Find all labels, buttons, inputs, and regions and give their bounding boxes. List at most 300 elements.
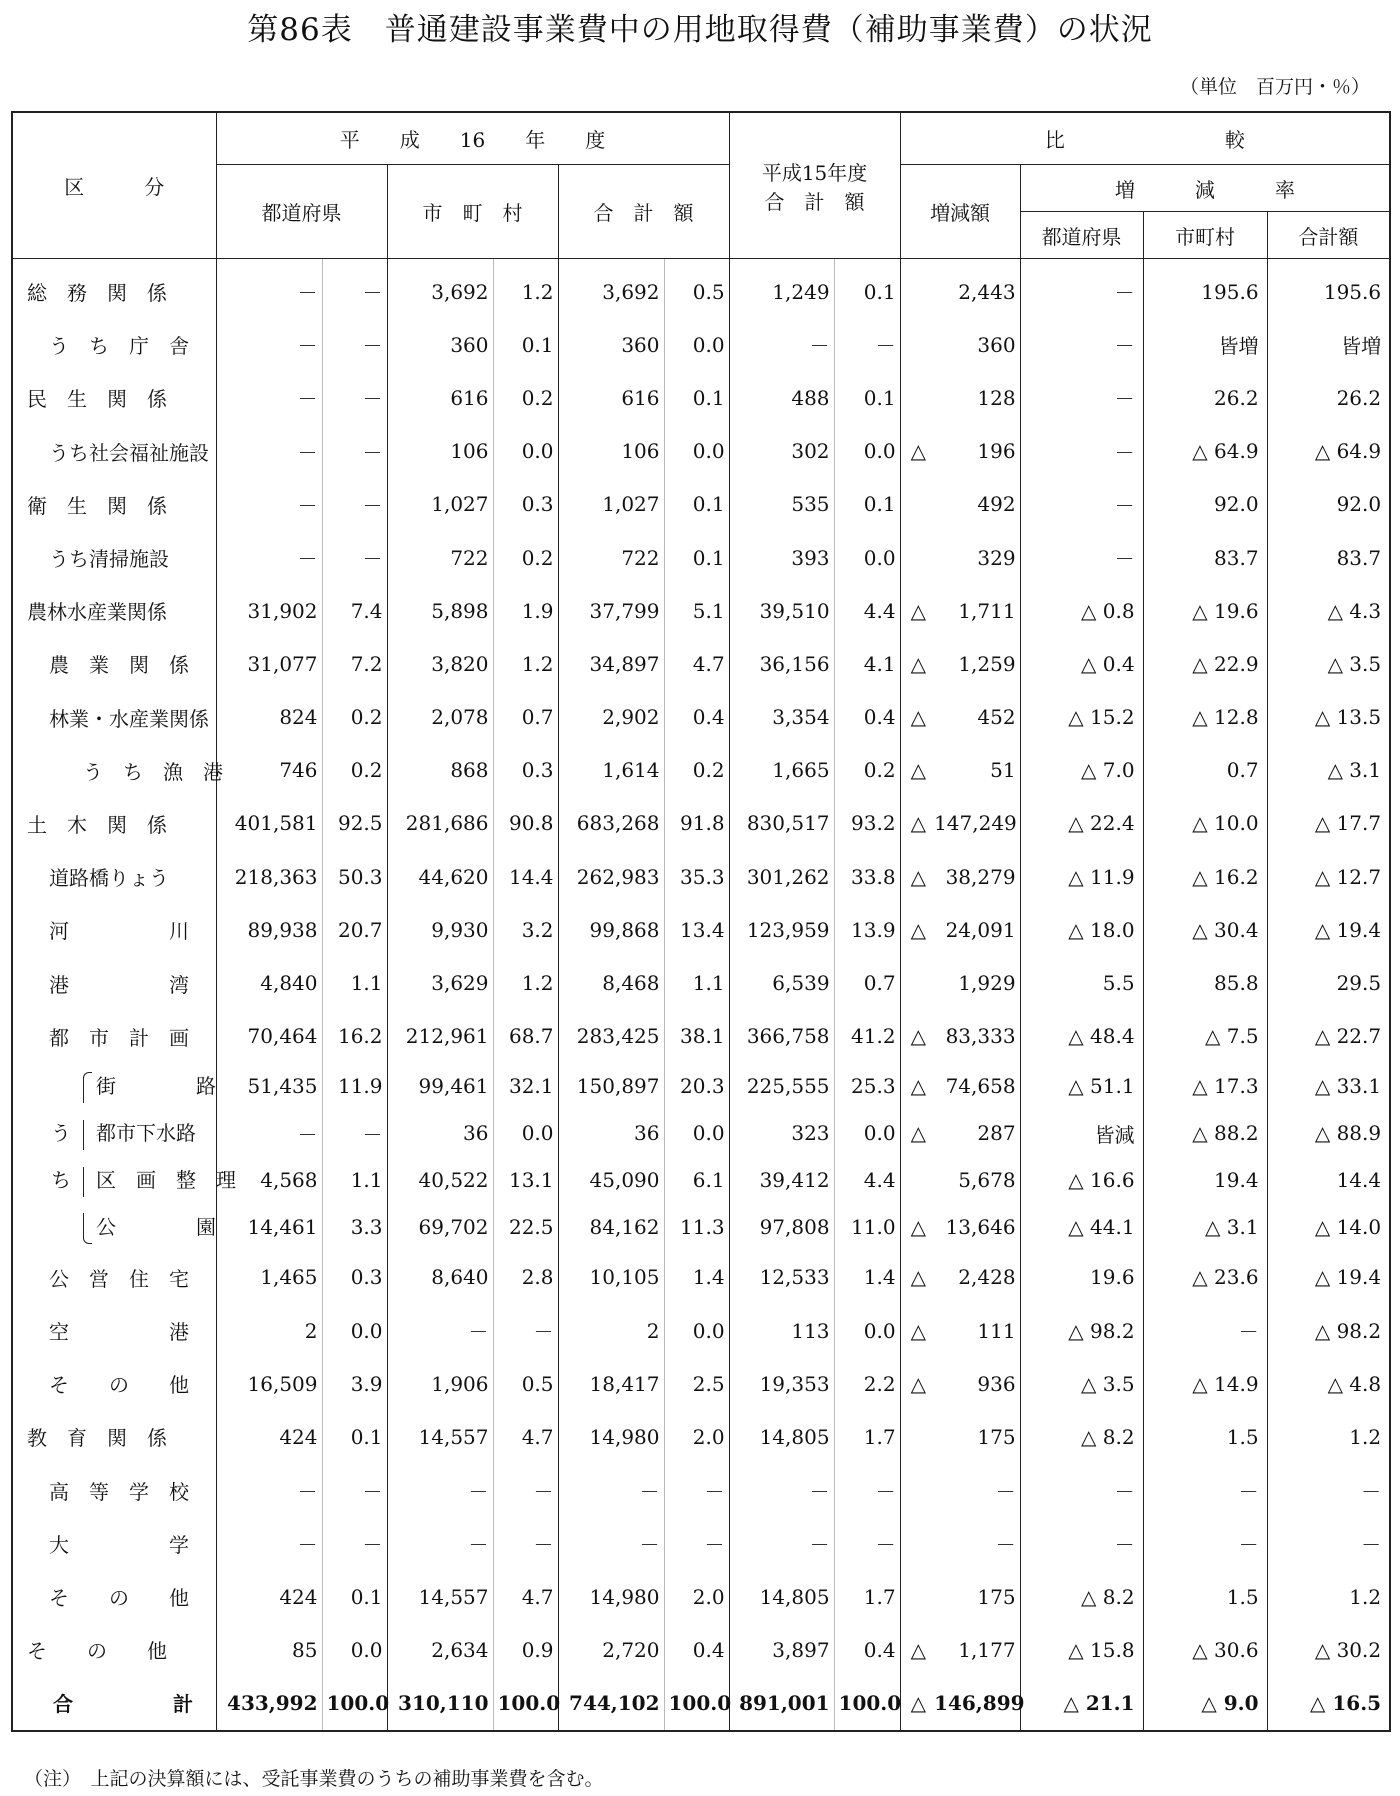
cell-rate-muni: △ 9.0 bbox=[1143, 1676, 1267, 1730]
cell-rate-pref: － bbox=[1020, 371, 1143, 424]
cell-rate-pref: △ 8.2 bbox=[1020, 1570, 1143, 1623]
cell-change-sign: △ bbox=[900, 1357, 930, 1410]
cell-pref-share: 0.1 bbox=[322, 1410, 387, 1463]
cell-muni-amount: 14,557 bbox=[387, 1410, 493, 1463]
cell-fy15-share: 0.1 bbox=[834, 371, 900, 424]
cell-muni-amount: 360 bbox=[387, 318, 493, 371]
cell-fy15-amount: 113 bbox=[729, 1304, 834, 1357]
cell-pref-amount: 424 bbox=[216, 1570, 322, 1623]
row-label bbox=[12, 531, 216, 584]
cell-rate-pref: － bbox=[1020, 318, 1143, 371]
cell-rate-pref: △ 15.8 bbox=[1020, 1623, 1143, 1676]
cell-rate-muni: 1.5 bbox=[1143, 1410, 1267, 1463]
cell-rate-muni: － bbox=[1143, 1304, 1267, 1357]
cell-fy15-amount: 6,539 bbox=[729, 956, 834, 1009]
cell-rate-pref: － bbox=[1020, 425, 1143, 478]
cell-change-sign: △ bbox=[900, 425, 930, 478]
cell-change-sign bbox=[900, 371, 930, 424]
cell-change-sign: △ bbox=[900, 584, 930, 637]
bracket-mark bbox=[83, 1120, 92, 1150]
cell-change-sign: △ bbox=[900, 797, 930, 850]
cell-muni-share: － bbox=[493, 1464, 558, 1517]
cell-rate-total: 83.7 bbox=[1267, 531, 1390, 584]
row-label bbox=[12, 259, 216, 319]
cell-total-share: 38.1 bbox=[664, 1010, 729, 1063]
cell-rate-muni: △ 16.2 bbox=[1143, 850, 1267, 903]
table-row bbox=[12, 1157, 1390, 1204]
cell-change-amount: 287 bbox=[977, 1121, 1016, 1146]
cell-rate-total: 皆増 bbox=[1267, 318, 1390, 371]
cell-fy15-amount: 14,805 bbox=[729, 1410, 834, 1463]
cell-change-amount: 1,929 bbox=[958, 971, 1016, 996]
row-label-text: 区 画 整 理 bbox=[96, 1168, 236, 1193]
cell-total-share: 100.0 bbox=[664, 1676, 729, 1730]
cell-muni-share: 100.0 bbox=[493, 1676, 558, 1730]
table-row bbox=[12, 744, 1390, 797]
cell-change-amount: 196 bbox=[977, 439, 1016, 464]
uchi-side-label: う bbox=[51, 1121, 71, 1146]
cell-change-sign bbox=[900, 1464, 930, 1517]
cell-change-amount: 1,259 bbox=[958, 651, 1016, 676]
header-total: 合 計 額 bbox=[558, 165, 729, 259]
cell-fy15-amount: － bbox=[729, 1517, 834, 1570]
cell-total-share: 0.0 bbox=[664, 318, 729, 371]
cell-rate-pref: △ 51.1 bbox=[1020, 1063, 1143, 1110]
cell-pref-share: － bbox=[322, 1110, 387, 1157]
cell-change-amount: 38,279 bbox=[945, 864, 1016, 889]
row-label-text: 合 計 bbox=[53, 1692, 193, 1717]
row-label bbox=[12, 1204, 216, 1251]
header-comparison: 比 較 bbox=[900, 112, 1390, 165]
cell-total-amount: 84,162 bbox=[558, 1204, 664, 1251]
row-label bbox=[12, 1517, 216, 1570]
cell-rate-muni: △ 12.8 bbox=[1143, 691, 1267, 744]
cell-pref-amount: 1,465 bbox=[216, 1251, 322, 1304]
table-row bbox=[12, 318, 1390, 371]
cell-muni-amount: 3,629 bbox=[387, 956, 493, 1009]
cell-pref-share: 7.2 bbox=[322, 637, 387, 690]
cell-rate-muni: 195.6 bbox=[1143, 259, 1267, 319]
row-label bbox=[12, 1251, 216, 1304]
row-label bbox=[12, 371, 216, 424]
cell-rate-pref: △ 0.8 bbox=[1020, 584, 1143, 637]
cell-muni-share: 68.7 bbox=[493, 1010, 558, 1063]
cell-pref-share: － bbox=[322, 478, 387, 531]
row-label bbox=[12, 1304, 216, 1357]
cell-rate-total: △ 3.1 bbox=[1267, 744, 1390, 797]
cell-rate-total: 92.0 bbox=[1267, 478, 1390, 531]
cell-pref-share: 50.3 bbox=[322, 850, 387, 903]
cell-change-sign: △ bbox=[900, 1676, 930, 1730]
cell-rate-total: △ 3.5 bbox=[1267, 637, 1390, 690]
table-row bbox=[12, 903, 1390, 956]
cell-pref-amount: 4,568 bbox=[216, 1157, 322, 1204]
cell-muni-amount: 99,461 bbox=[387, 1063, 493, 1110]
cell-fy15-share: － bbox=[834, 318, 900, 371]
cell-fy15-share: 41.2 bbox=[834, 1010, 900, 1063]
cell-rate-pref: － bbox=[1020, 1517, 1143, 1570]
row-label bbox=[12, 1570, 216, 1623]
cell-change-amount: 2,443 bbox=[958, 279, 1016, 304]
cell-fy15-share: 33.8 bbox=[834, 850, 900, 903]
cell-fy15-share: 0.4 bbox=[834, 1623, 900, 1676]
row-label-text: うち清掃施設 bbox=[49, 547, 169, 572]
cell-change-sign: △ bbox=[900, 637, 930, 690]
row-label bbox=[12, 1110, 216, 1157]
row-label-text: 空 港 bbox=[49, 1320, 189, 1345]
cell-total-amount: 37,799 bbox=[558, 584, 664, 637]
cell-fy15-amount: 535 bbox=[729, 478, 834, 531]
cell-rate-pref: 5.5 bbox=[1020, 956, 1143, 1009]
row-label-text: 都 市 計 画 bbox=[49, 1025, 189, 1050]
table-row bbox=[12, 259, 1390, 319]
uchi-side-label: ち bbox=[51, 1168, 71, 1193]
cell-pref-amount: 51,435 bbox=[216, 1063, 322, 1110]
cell-fy15-amount: － bbox=[729, 1464, 834, 1517]
cell-rate-total: △ 19.4 bbox=[1267, 903, 1390, 956]
cell-total-amount: 14,980 bbox=[558, 1570, 664, 1623]
cell-muni-amount: 2,078 bbox=[387, 691, 493, 744]
cell-fy15-share: 2.2 bbox=[834, 1357, 900, 1410]
cell-total-share: 0.1 bbox=[664, 371, 729, 424]
cell-pref-amount: 433,992 bbox=[216, 1676, 322, 1730]
cell-pref-share: 0.1 bbox=[322, 1570, 387, 1623]
table-row bbox=[12, 1410, 1390, 1463]
cell-change-sign bbox=[900, 1570, 930, 1623]
row-label bbox=[12, 1623, 216, 1676]
table-row bbox=[12, 371, 1390, 424]
bracket-mark bbox=[83, 1167, 92, 1197]
cell-fy15-amount: 302 bbox=[729, 425, 834, 478]
table-row bbox=[12, 478, 1390, 531]
cell-muni-amount: 2,634 bbox=[387, 1623, 493, 1676]
header-category: 区 分 bbox=[12, 112, 216, 259]
cell-muni-share: 0.2 bbox=[493, 531, 558, 584]
cell-change-amount: 146,899 bbox=[934, 1690, 1025, 1715]
cell-fy15-amount: 830,517 bbox=[729, 797, 834, 850]
cell-rate-pref: △ 21.1 bbox=[1020, 1676, 1143, 1730]
cell-total-amount: 3,692 bbox=[558, 259, 664, 319]
cell-total-share: － bbox=[664, 1517, 729, 1570]
cell-total-amount: 150,897 bbox=[558, 1063, 664, 1110]
cell-fy15-share: 100.0 bbox=[834, 1676, 900, 1730]
cell-change-amount: 24,091 bbox=[945, 917, 1016, 942]
header-prefecture: 都道府県 bbox=[216, 165, 387, 259]
cell-change-amount: 175 bbox=[977, 1584, 1016, 1609]
cell-pref-share: 1.1 bbox=[322, 956, 387, 1009]
row-label bbox=[12, 1063, 216, 1110]
cell-rate-muni: △ 30.4 bbox=[1143, 903, 1267, 956]
table-row bbox=[12, 691, 1390, 744]
row-label bbox=[12, 584, 216, 637]
cell-pref-share: 0.0 bbox=[322, 1304, 387, 1357]
row-label bbox=[12, 903, 216, 956]
cell-muni-share: 1.9 bbox=[493, 584, 558, 637]
cell-pref-share: － bbox=[322, 259, 387, 319]
cell-change-sign bbox=[900, 1157, 930, 1204]
cell-rate-muni: △ 17.3 bbox=[1143, 1063, 1267, 1110]
cell-rate-pref: － bbox=[1020, 259, 1143, 319]
cell-total-amount: 616 bbox=[558, 371, 664, 424]
cell-rate-total: △ 19.4 bbox=[1267, 1251, 1390, 1304]
header-fy15-line1: 平成15年度 bbox=[761, 160, 868, 185]
cell-rate-total: △ 16.5 bbox=[1267, 1676, 1390, 1730]
cell-rate-muni: 85.8 bbox=[1143, 956, 1267, 1009]
page-title: 第86表 普通建設事業費中の用地取得費（補助事業費）の状況 bbox=[247, 12, 1153, 48]
cell-fy15-share: 1.7 bbox=[834, 1570, 900, 1623]
cell-total-amount: 99,868 bbox=[558, 903, 664, 956]
cell-fy15-share: 25.3 bbox=[834, 1063, 900, 1110]
uchi-side-label bbox=[51, 1215, 69, 1240]
table-row bbox=[12, 1517, 1390, 1570]
row-label-text: 道路橋りょう bbox=[49, 866, 169, 891]
cell-change-amount: － bbox=[995, 1479, 1016, 1504]
cell-total-amount: 360 bbox=[558, 318, 664, 371]
cell-pref-share: 3.3 bbox=[322, 1204, 387, 1251]
row-label-text: 都市下水路 bbox=[96, 1121, 196, 1146]
row-label-text: う ち 庁 舎 bbox=[49, 334, 189, 359]
header-municipality: 市 町 村 bbox=[387, 165, 558, 259]
cell-total-amount: 34,897 bbox=[558, 637, 664, 690]
cell-total-share: 2.0 bbox=[664, 1570, 729, 1623]
cell-muni-amount: － bbox=[387, 1304, 493, 1357]
uchi-side-label bbox=[51, 1074, 69, 1099]
cell-pref-share: － bbox=[322, 1464, 387, 1517]
cell-pref-share: 100.0 bbox=[322, 1676, 387, 1730]
cell-pref-amount: 218,363 bbox=[216, 850, 322, 903]
cell-change-sign bbox=[900, 318, 930, 371]
cell-rate-muni: 皆増 bbox=[1143, 318, 1267, 371]
row-label-text: そ の 他 bbox=[49, 1373, 189, 1398]
row-label bbox=[12, 1157, 236, 1204]
cell-muni-share: 0.3 bbox=[493, 744, 558, 797]
header-fy16: 平 成 16 年 度 bbox=[216, 112, 729, 165]
cell-fy15-amount: 39,510 bbox=[729, 584, 834, 637]
cell-change-amount: 74,658 bbox=[945, 1074, 1016, 1099]
cell-pref-share: 0.2 bbox=[322, 744, 387, 797]
cell-change-amount: 1,177 bbox=[958, 1637, 1016, 1662]
table-row bbox=[12, 1304, 1390, 1357]
cell-muni-share: 0.7 bbox=[493, 691, 558, 744]
cell-fy15-amount: 366,758 bbox=[729, 1010, 834, 1063]
cell-change-amount: 128 bbox=[977, 385, 1016, 410]
cell-fy15-amount: 97,808 bbox=[729, 1204, 834, 1251]
cell-change-amount: 329 bbox=[977, 545, 1016, 570]
cell-pref-amount: － bbox=[216, 259, 322, 319]
cell-rate-total: △ 14.0 bbox=[1267, 1204, 1390, 1251]
cell-muni-share: 90.8 bbox=[493, 797, 558, 850]
cell-muni-share: 32.1 bbox=[493, 1063, 558, 1110]
cell-fy15-share: 1.4 bbox=[834, 1251, 900, 1304]
cell-total-amount: － bbox=[558, 1517, 664, 1570]
cell-rate-muni: 1.5 bbox=[1143, 1570, 1267, 1623]
cell-rate-total: 29.5 bbox=[1267, 956, 1390, 1009]
cell-change-amount: 492 bbox=[977, 492, 1016, 517]
cell-rate-pref: △ 8.2 bbox=[1020, 1410, 1143, 1463]
cell-pref-amount: － bbox=[216, 371, 322, 424]
cell-pref-amount: － bbox=[216, 531, 322, 584]
cell-total-amount: 8,468 bbox=[558, 956, 664, 1009]
cell-total-amount: 14,980 bbox=[558, 1410, 664, 1463]
row-label-text: 林業・水産業関係 bbox=[49, 706, 209, 731]
cell-rate-pref: － bbox=[1020, 1464, 1143, 1517]
cell-muni-amount: 69,702 bbox=[387, 1204, 493, 1251]
land-acquisition-table bbox=[11, 111, 1391, 1732]
cell-fy15-amount: 39,412 bbox=[729, 1157, 834, 1204]
row-label-text: 農 業 関 係 bbox=[49, 653, 189, 678]
cell-fy15-share: － bbox=[834, 1517, 900, 1570]
cell-muni-share: 0.0 bbox=[493, 425, 558, 478]
cell-change-sign: △ bbox=[900, 1251, 930, 1304]
cell-change-amount: 936 bbox=[977, 1371, 1016, 1396]
cell-pref-share: － bbox=[322, 1517, 387, 1570]
cell-rate-muni: △ 3.1 bbox=[1143, 1204, 1267, 1251]
cell-total-share: 6.1 bbox=[664, 1157, 729, 1204]
cell-total-share: 35.3 bbox=[664, 850, 729, 903]
cell-rate-muni: 92.0 bbox=[1143, 478, 1267, 531]
row-label-text: 総 務 関 係 bbox=[27, 281, 167, 306]
cell-muni-share: 0.3 bbox=[493, 478, 558, 531]
cell-total-share: 20.3 bbox=[664, 1063, 729, 1110]
cell-pref-share: 3.9 bbox=[322, 1357, 387, 1410]
cell-rate-pref: △ 11.9 bbox=[1020, 850, 1143, 903]
cell-rate-pref: △ 18.0 bbox=[1020, 903, 1143, 956]
cell-pref-amount: 424 bbox=[216, 1410, 322, 1463]
row-label bbox=[12, 956, 216, 1009]
cell-rate-pref: △ 22.4 bbox=[1020, 797, 1143, 850]
cell-rate-pref: － bbox=[1020, 478, 1143, 531]
cell-change-amount: 1,711 bbox=[958, 598, 1016, 623]
cell-rate-muni: △ 22.9 bbox=[1143, 637, 1267, 690]
cell-rate-total: △ 17.7 bbox=[1267, 797, 1390, 850]
cell-muni-amount: 616 bbox=[387, 371, 493, 424]
cell-pref-amount: 401,581 bbox=[216, 797, 322, 850]
cell-pref-amount: － bbox=[216, 1517, 322, 1570]
cell-total-amount: 10,105 bbox=[558, 1251, 664, 1304]
cell-fy15-share: 0.2 bbox=[834, 744, 900, 797]
cell-fy15-share: 0.0 bbox=[834, 425, 900, 478]
cell-pref-amount: － bbox=[216, 478, 322, 531]
cell-rate-total: △ 30.2 bbox=[1267, 1623, 1390, 1676]
cell-fy15-share: 0.0 bbox=[834, 1304, 900, 1357]
unit-label: （単位 百万円・％） bbox=[1179, 76, 1370, 98]
row-label-text: うち社会福祉施設 bbox=[49, 440, 209, 465]
table-row bbox=[12, 956, 1390, 1009]
header-change-rate: 増 減 率 bbox=[1020, 165, 1390, 212]
cell-rate-muni: － bbox=[1143, 1464, 1267, 1517]
cell-change-sign bbox=[900, 259, 930, 319]
cell-rate-muni: △ 88.2 bbox=[1143, 1110, 1267, 1157]
table-row bbox=[12, 1063, 1390, 1110]
cell-total-share: 2.0 bbox=[664, 1410, 729, 1463]
table-row bbox=[12, 1676, 1390, 1730]
cell-total-share: － bbox=[664, 1464, 729, 1517]
cell-pref-amount: 824 bbox=[216, 691, 322, 744]
cell-change-sign bbox=[900, 956, 930, 1009]
cell-rate-pref: － bbox=[1020, 531, 1143, 584]
cell-change-amount: 13,646 bbox=[945, 1215, 1016, 1240]
cell-muni-amount: － bbox=[387, 1517, 493, 1570]
cell-pref-amount: 70,464 bbox=[216, 1010, 322, 1063]
cell-total-amount: 683,268 bbox=[558, 797, 664, 850]
row-label-text: 衛 生 関 係 bbox=[27, 493, 167, 518]
cell-rate-total: 1.2 bbox=[1267, 1570, 1390, 1623]
cell-pref-share: 7.4 bbox=[322, 584, 387, 637]
bracket-mark bbox=[83, 1213, 92, 1244]
cell-muni-share: 22.5 bbox=[493, 1204, 558, 1251]
cell-total-amount: 45,090 bbox=[558, 1157, 664, 1204]
row-label-text: 大 学 bbox=[49, 1532, 189, 1557]
cell-muni-share: － bbox=[493, 1517, 558, 1570]
cell-rate-muni: 19.4 bbox=[1143, 1157, 1267, 1204]
cell-muni-share: 0.2 bbox=[493, 371, 558, 424]
cell-total-share: 0.5 bbox=[664, 259, 729, 319]
cell-fy15-amount: 323 bbox=[729, 1110, 834, 1157]
header-fy15-line2: 合 計 額 bbox=[764, 189, 865, 214]
cell-muni-amount: 9,930 bbox=[387, 903, 493, 956]
cell-rate-total: 14.4 bbox=[1267, 1157, 1390, 1204]
cell-change-amount: 147,249 bbox=[934, 811, 1017, 836]
cell-muni-amount: 8,640 bbox=[387, 1251, 493, 1304]
cell-fy15-share: 4.4 bbox=[834, 1157, 900, 1204]
cell-fy15-share: 4.4 bbox=[834, 584, 900, 637]
cell-pref-amount: 14,461 bbox=[216, 1204, 322, 1251]
table-row bbox=[12, 797, 1390, 850]
cell-muni-share: 0.9 bbox=[493, 1623, 558, 1676]
cell-change-sign: △ bbox=[900, 1204, 930, 1251]
cell-fy15-share: 93.2 bbox=[834, 797, 900, 850]
cell-total-amount: － bbox=[558, 1464, 664, 1517]
cell-muni-amount: 40,522 bbox=[387, 1157, 493, 1204]
cell-change-sign bbox=[900, 1410, 930, 1463]
cell-total-share: 0.2 bbox=[664, 744, 729, 797]
cell-fy15-amount: 3,897 bbox=[729, 1623, 834, 1676]
table-row bbox=[12, 1204, 1390, 1251]
cell-rate-muni: △ 30.6 bbox=[1143, 1623, 1267, 1676]
cell-muni-share: 13.1 bbox=[493, 1157, 558, 1204]
cell-change-sign: △ bbox=[900, 744, 930, 797]
row-label bbox=[12, 1010, 216, 1063]
table-row bbox=[12, 1357, 1390, 1410]
cell-total-share: 0.1 bbox=[664, 531, 729, 584]
cell-pref-share: － bbox=[322, 531, 387, 584]
cell-rate-total: △ 88.9 bbox=[1267, 1110, 1390, 1157]
row-label bbox=[12, 797, 216, 850]
cell-rate-total: △ 64.9 bbox=[1267, 425, 1390, 478]
cell-change-sign: △ bbox=[900, 1623, 930, 1676]
cell-pref-amount: 4,840 bbox=[216, 956, 322, 1009]
row-label-text: 港 湾 bbox=[49, 972, 189, 997]
cell-muni-amount: 14,557 bbox=[387, 1570, 493, 1623]
cell-muni-amount: 1,906 bbox=[387, 1357, 493, 1410]
cell-pref-share: － bbox=[322, 425, 387, 478]
row-label bbox=[12, 1464, 216, 1517]
cell-rate-muni: △ 10.0 bbox=[1143, 797, 1267, 850]
cell-muni-amount: 5,898 bbox=[387, 584, 493, 637]
cell-total-share: 4.7 bbox=[664, 637, 729, 690]
cell-pref-amount: 31,077 bbox=[216, 637, 322, 690]
cell-rate-muni: 83.7 bbox=[1143, 531, 1267, 584]
cell-rate-total: 26.2 bbox=[1267, 371, 1390, 424]
cell-pref-share: 0.3 bbox=[322, 1251, 387, 1304]
cell-change-sign: △ bbox=[900, 691, 930, 744]
cell-fy15-share: 0.7 bbox=[834, 956, 900, 1009]
cell-pref-amount: － bbox=[216, 1464, 322, 1517]
cell-rate-total: － bbox=[1267, 1517, 1390, 1570]
row-label bbox=[12, 744, 223, 797]
cell-muni-share: 0.1 bbox=[493, 318, 558, 371]
cell-change-amount: 111 bbox=[977, 1318, 1016, 1343]
